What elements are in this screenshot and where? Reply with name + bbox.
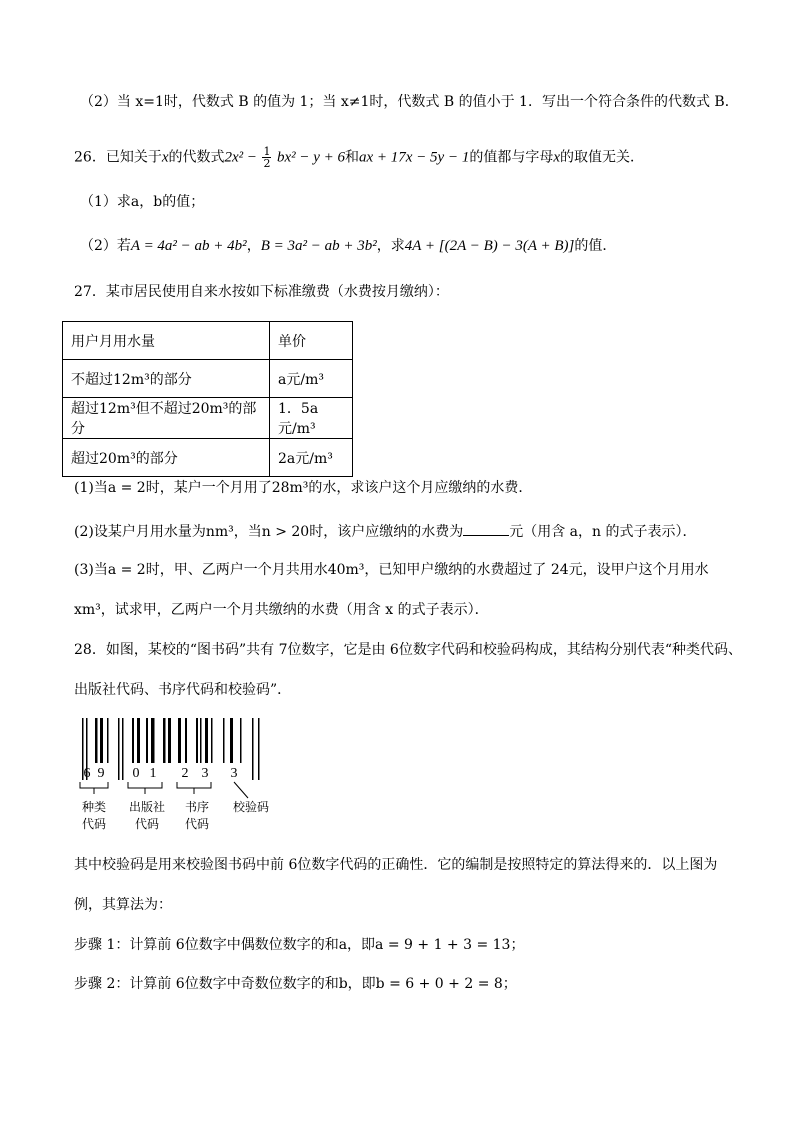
table-header-usage: 用户月用水量 xyxy=(63,322,270,360)
answer-blank xyxy=(463,521,509,536)
table-cell-usage: 超过20m³的部分 xyxy=(63,439,270,477)
table-cell-price: 1．5a元/m³ xyxy=(270,398,353,439)
q27-intro: 27．某市居民使用自来水按如下标准缴费（水费按月缴纳）： xyxy=(74,284,449,300)
q27-part3-line1: (3)当a = 2时，甲、乙两户一个月共用水40m³，已知甲户缴纳的水费超过了 24元，设甲户这个月用水 xyxy=(74,562,709,578)
table-cell-price: 2a元/m³ xyxy=(270,439,353,477)
q28-step2: 步骤 2：计算前 6位数字中奇数位数字的和b，即b = 6 + 0 + 2 = 8； xyxy=(74,976,517,992)
fraction-one-half xyxy=(262,146,271,169)
barcode-digit: 9 xyxy=(97,766,105,781)
barcode-digits xyxy=(84,766,238,781)
book-barcode-figure xyxy=(78,718,278,838)
group-brackets xyxy=(80,782,248,798)
barcode-digit: 1 xyxy=(149,766,157,781)
label-sequence-code-2: 代码 xyxy=(184,817,210,831)
q26-p2-prefix: （2）若 xyxy=(80,238,131,254)
label-kind-code: 种类 xyxy=(81,800,107,814)
q26-intro-mid: 的代数式 xyxy=(168,149,225,166)
label-check-code: 校验码 xyxy=(232,800,270,814)
q27-p2-a: (2)设某户月用水量为nm³，当n > 20时，该户应缴纳的水费为 xyxy=(74,524,464,540)
q26-p2-end: 的值． xyxy=(574,238,617,254)
q26-part2 xyxy=(80,236,616,256)
water-fee-table xyxy=(62,321,353,477)
q26-intro-prefix: 26．已知关于 xyxy=(74,149,162,166)
q27-part3-line2: xm³，试求甲，乙两户一个月共缴纳的水费（用含 x 的式子表示）． xyxy=(74,602,489,618)
q26-p2-B: B = 3a² − ab + 3b² xyxy=(260,238,377,254)
frac-numerator: 1 xyxy=(263,145,271,158)
table-row xyxy=(63,439,353,477)
q26-expr1-b: bx² − y + 6 xyxy=(276,149,345,166)
label-publisher-code-2: 代码 xyxy=(134,817,160,831)
q26-intro-var: x xyxy=(161,149,169,166)
q26-part1: （1）求a，b的值； xyxy=(80,194,205,210)
q27-part2 xyxy=(74,521,696,542)
q28-line1: 28．如图，某校的“图书码”共有 7位数字，它是由 6位数字代码和校验码构成，其结构分别代表“种类代码、 xyxy=(74,642,742,658)
barcode-digit: 6 xyxy=(83,766,91,781)
q28-step1: 步骤 1：计算前 6位数字中偶数位数字的和a，即a = 9 + 1 + 3 = 13； xyxy=(74,937,525,953)
table-row xyxy=(63,360,353,398)
q26-p2-comma: ， xyxy=(246,238,261,254)
q26-expr2: ax + 17x − 5y − 1 xyxy=(359,149,470,166)
barcode-digit: 3 xyxy=(230,766,238,781)
q26-intro xyxy=(74,146,644,169)
barcode-digit: 2 xyxy=(181,766,189,781)
q28-desc2: 例，其算法为： xyxy=(74,897,172,913)
q28-desc1: 其中校验码是用来校验图书码中前 6位数字代码的正确性．它的编制是按照特定的算法得来的．以上图为 xyxy=(74,857,718,873)
q27-p2-b: 元（用含 a，n 的式子表示）． xyxy=(509,524,697,540)
barcode-digit: 0 xyxy=(132,766,140,781)
barcode-labels xyxy=(82,799,269,831)
label-kind-code-2: 代码 xyxy=(81,817,107,831)
q25-part2: （2）当 x=1时，代数式 B 的值为 1；当 x≠1时，代数式 B 的值小于 1．写出一个符合条件的代数式 B． xyxy=(80,94,739,110)
barcode-digit: 3 xyxy=(201,766,209,781)
q28-line2: 出版社代码、书序代码和校验码”． xyxy=(74,682,292,698)
q26-expr1-a: 2x² − xyxy=(224,149,258,166)
table-header-row xyxy=(63,322,353,360)
label-sequence-code: 书序 xyxy=(184,800,210,814)
table-cell-usage: 不超过12m³的部分 xyxy=(63,360,270,398)
q26-p2-ask: ，求 xyxy=(376,238,405,254)
table-cell-usage: 超过12m³但不超过20m³的部分 xyxy=(63,398,270,439)
q26-intro-suffix: 的值都与字母 xyxy=(469,149,554,166)
q26-intro-and: 和 xyxy=(345,149,359,166)
q26-intro-suffix2: 的取值无关． xyxy=(560,149,645,166)
q26-p2-expr: 4A + [(2A − B) − 3(A + B)] xyxy=(404,238,575,254)
label-publisher-code: 出版社 xyxy=(128,800,166,814)
q26-p2-A: A = 4a² − ab + 4b² xyxy=(130,238,247,254)
q26-intro-var-2: x xyxy=(553,149,561,166)
frac-denominator: 2 xyxy=(263,157,271,170)
table-cell-price: a元/m³ xyxy=(270,360,353,398)
table-row xyxy=(63,398,353,439)
q27-part1: (1)当a = 2时，某户一个月用了28m³的水，求该户这个月应缴纳的水费． xyxy=(74,480,533,496)
table-header-price: 单价 xyxy=(270,322,353,360)
